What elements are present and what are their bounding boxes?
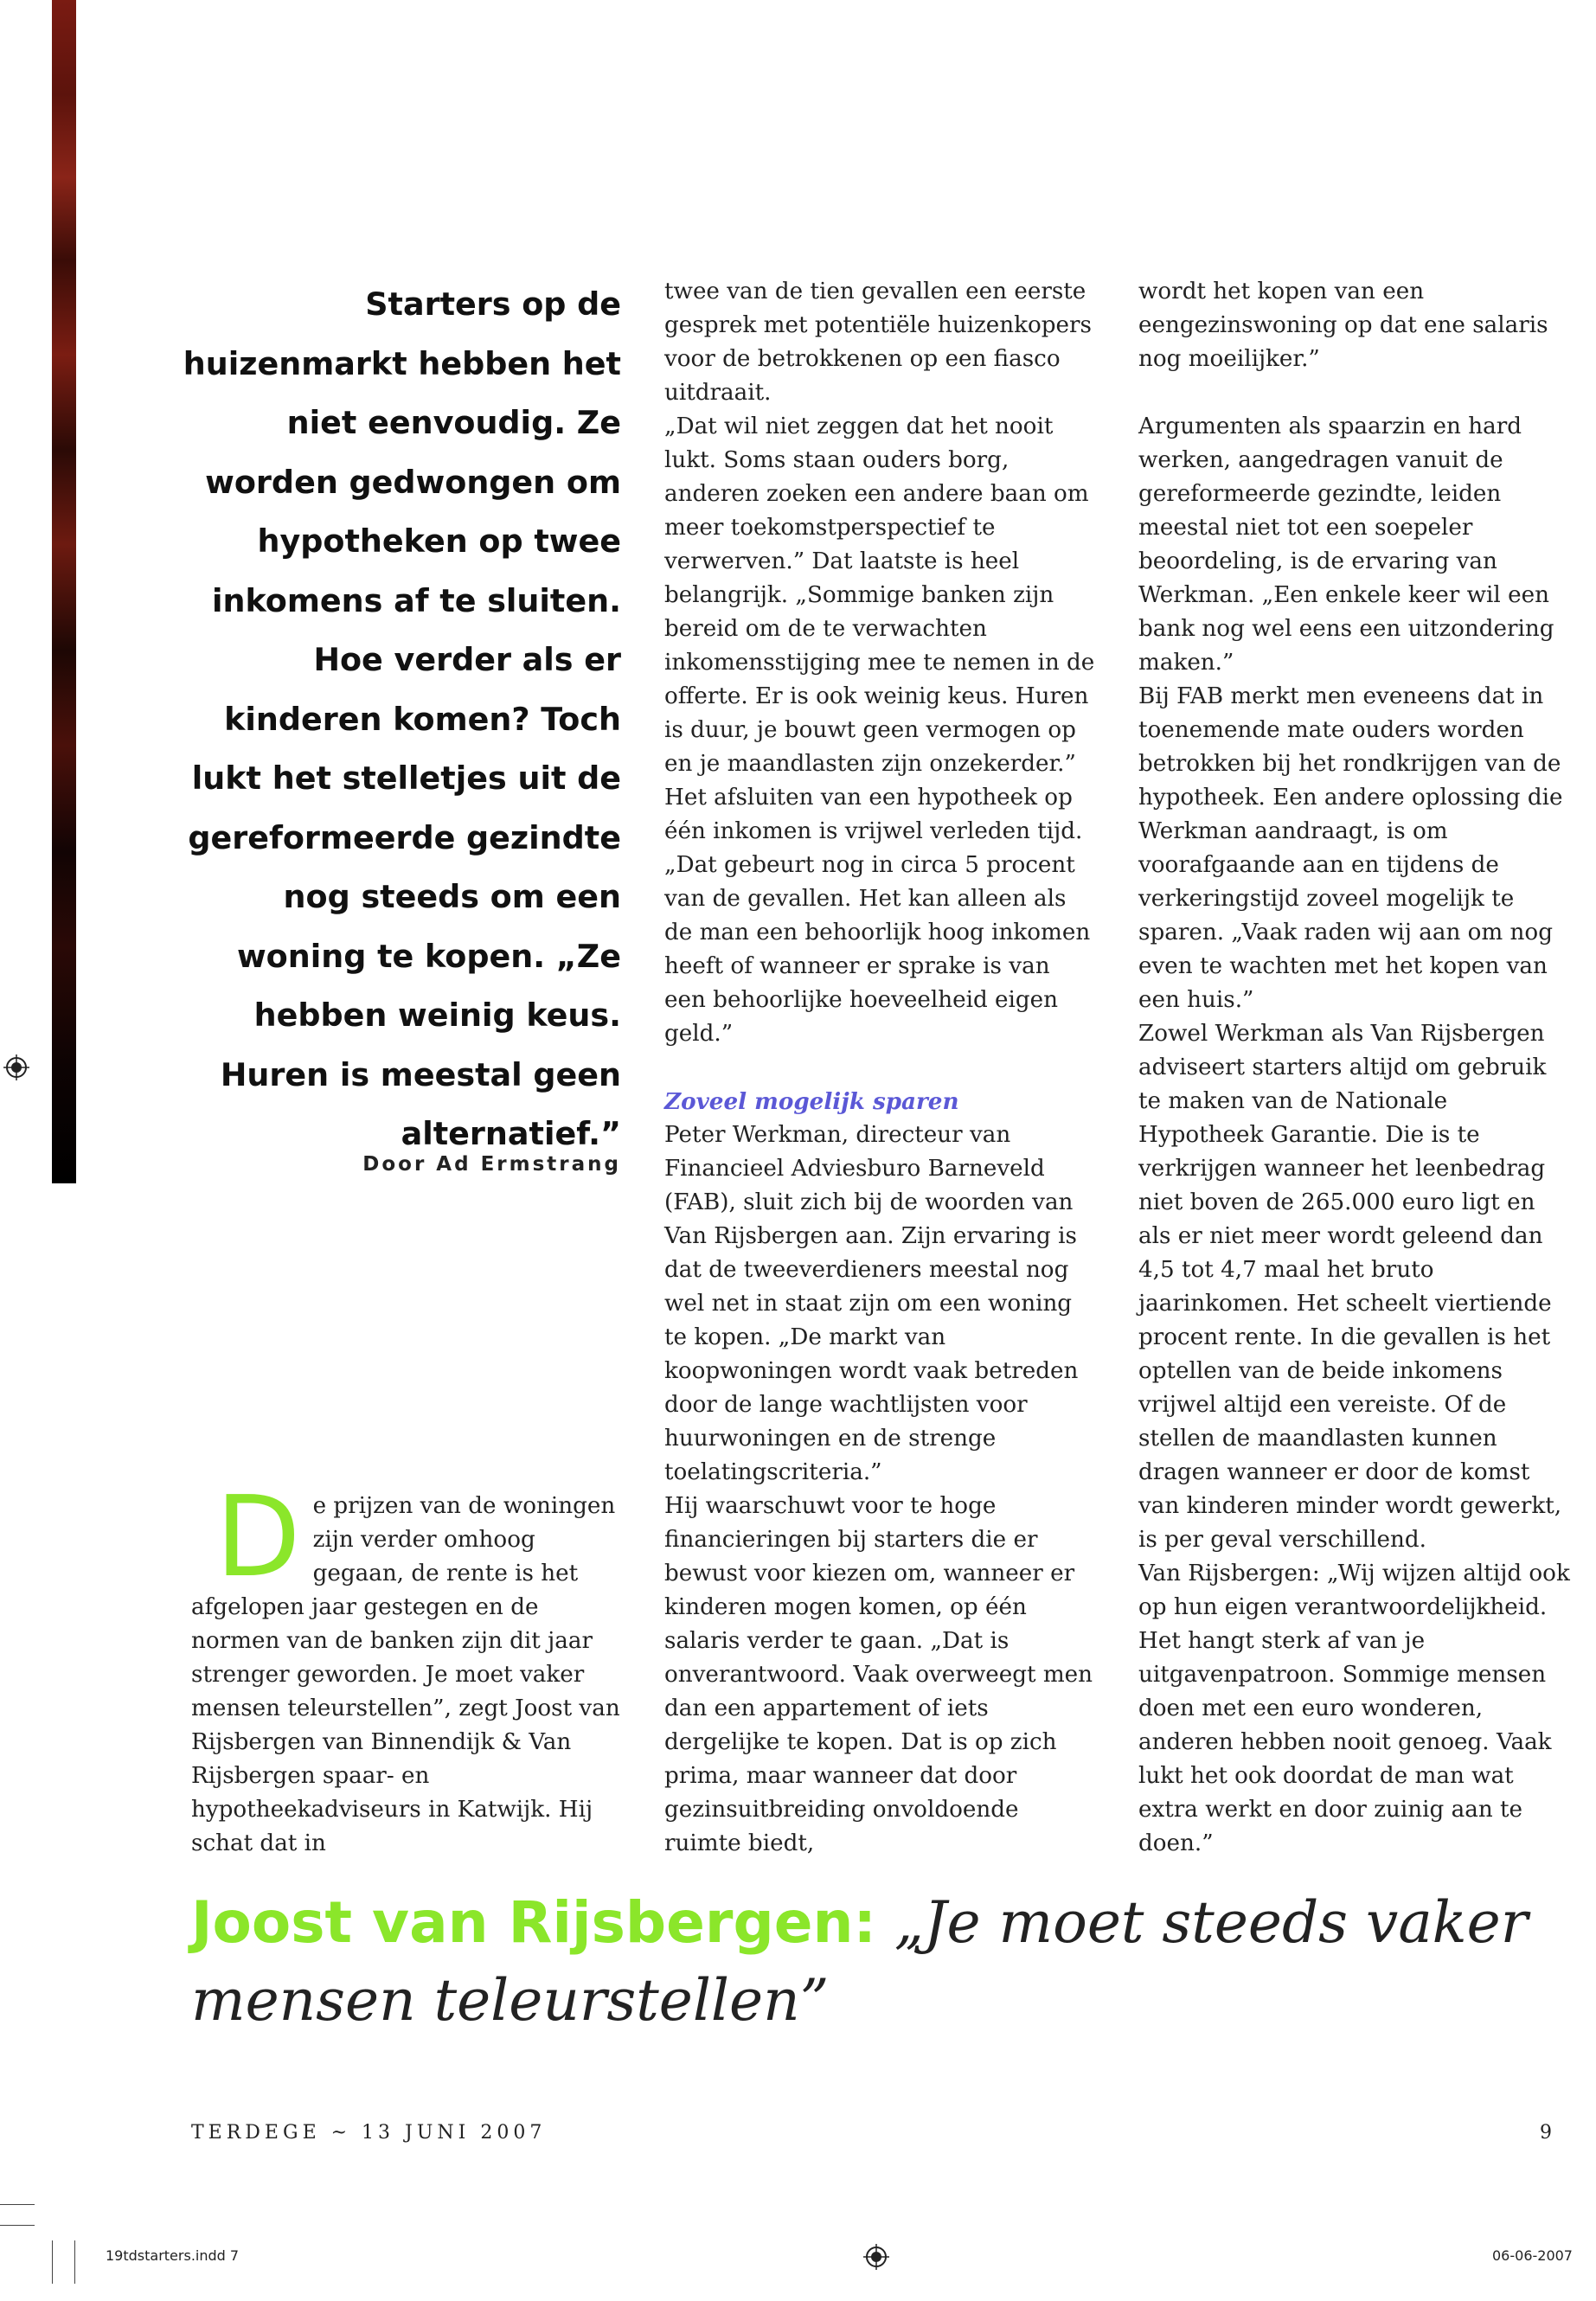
col2-paragraph-5: Hij waarschuwt voor te hoge financieringen bij starters die er bewust voor kiezen om, wanneer er kinderen mogen komen, op één salaris verder te gaan. „Dat is onverantwoord. Vaak overweegt men dan een appartement of iets dergelijke te kopen. Dat is op zich prima, maar wanneer dat door gezinsuitbreiding onvoldoende ruimte biedt, [664,1493,1093,1856]
subheading: Zoveel mogelijk sparen [664,1088,959,1115]
drop-cap: D [215,1473,301,1602]
headline [191,1884,1541,2040]
page-number: 9 [1540,2122,1552,2144]
column-2 [664,275,1097,1861]
headline-name: Joost van Rijsbergen: [191,1889,876,1956]
slug-date: 06-06-2007 [1492,2247,1573,2264]
brick-wall-photo [52,0,76,1183]
col2-paragraph-3: Het afsluiten van een hypotheek op één inkomen is vrijwel verleden tijd. „Dat gebeurt nog in circa 5 procent van de gevallen. Het kan alleen als de man een behoorlijk hoog inkomen heeft of wanneer er sprake is van een behoorlijke hoeveelheid eigen geld.” [664,785,1091,1047]
crop-mark [52,2240,53,2284]
col2-paragraph-2: „Dat wil niet zeggen dat het nooit lukt. Soms staan ouders borg, anderen zoeken een andere baan om meer toekomstperspectief te verwerven.” Dat laatste is heel belangrijk. „Sommige banken zijn bereid om de te verwachten inkomensstijging mee te nemen in de offerte. Er is ook weinig keus. Huren is duur, je bouwt geen vermogen op en je maandlasten zijn onzekerder.” [664,413,1095,777]
column-1 [191,1473,632,1861]
col3-paragraph-5: Van Rijsbergen: „Wij wijzen altijd ook op hun eigen verantwoordelijkheid. Het hangt sterk af van je uitgavenpatroon. Sommige mensen doen met een euro wonderen, anderen hebben nooit genoeg. Vaak lukt het ook doordat de man wat extra werkt en door zuinig aan te doen.” [1138,1561,1570,1856]
col1-paragraph: e prijzen van de woningen zijn verder omhoog gegaan, de rente is het afgelopen jaar gestegen en de normen van de banken zijn dit jaar strenger geworden. Je moet vaker mensen teleurstellen”, zegt Joost van Rijsbergen van Binnendijk & Van Rijsbergen spaar- en hypotheekadviseurs in Katwijk. Hij schat dat in [191,1493,620,1856]
byline: Door Ad Ermstrang [362,1153,621,1176]
crop-mark [0,2225,35,2226]
crop-mark [0,2204,35,2205]
col3-paragraph-2: Argumenten als spaarzin en hard werken, aangedragen vanuit de gereformeerde gezindte, leiden meestal niet tot een soepeler beoordeling, is de ervaring van Werkman. „Een enkele keer wil een bank nog wel eens een uitzondering maken.” [1138,413,1554,676]
col2-paragraph-4: Peter Werkman, directeur van Financieel Adviesburo Barneveld (FAB), sluit zich bij de woorden van Van Rijsbergen aan. Zijn ervaring is dat de tweeverdieners meestal nog wel net in staat zijn om een woning te kopen. „De markt van koopwoningen wordt vaak betreden door de lange wachtlijsten voor huurwoningen en de strenge toelatingscriteria.” [664,1122,1079,1485]
slug-filename: 19tdstarters.indd 7 [106,2247,240,2264]
crop-mark [74,2240,75,2284]
registration-mark-icon [863,2244,889,2270]
col3-paragraph-3: Bij FAB merkt men eveneens dat in toenemende mate ouders worden betrokken bij het rondkrijgen van de hypotheek. Een andere oplossing die Werkman aandraagt, is om voorafgaande aan en tijdens de verkeringstijd zoveel mogelijk te sparen. „Vaak raden wij aan om nog even te wachten met het kopen van een huis.” [1138,683,1563,1013]
footer-publication: TERDEGE ~ 13 JUNI 2007 [191,2122,547,2144]
column-3 [1138,275,1571,1861]
intro-text: Starters op de huizenmarkt hebben het niet eenvoudig. Ze worden gedwongen om hypotheken op twee inkomens af te sluiten. Hoe verder als er kinderen komen? Toch lukt het stelletjes uit de gereformeerde gezindte nog steeds om een woning te kopen. „Ze hebben weinig keus. Huren is meestal geen alternatief.” [183,285,621,1152]
col3-paragraph-4: Zowel Werkman als Van Rijsbergen adviseert starters altijd om gebruik te maken van de Nationale Hypotheek Garantie. Die is te verkrijgen wanneer het leenbedrag niet boven de 265.000 euro ligt en als er niet meer wordt geleend dan 4,5 tot 4,7 maal het bruto jaarinkomen. Het scheelt viertiende procent rente. In die gevallen is het optellen van de beide inkomens vrijwel altijd een vereiste. Of de stellen de maandlasten kunnen dragen wanneer er door de komst van kinderen minder wordt gewerkt, is per geval verschillend. [1138,1021,1562,1553]
col3-paragraph-1: wordt het kopen van een eengezinswoning op dat ene salaris nog moeilijker.” [1138,279,1548,372]
registration-mark-icon [3,1054,29,1080]
headline-quote: „Je moet steeds vaker mensen teleurstellen” [191,1889,1529,2034]
col2-paragraph-1: twee van de tien gevallen een eerste gesprek met potentiële huizenkopers voor de betrokkenen op een fiasco uitdraait. [664,279,1092,406]
